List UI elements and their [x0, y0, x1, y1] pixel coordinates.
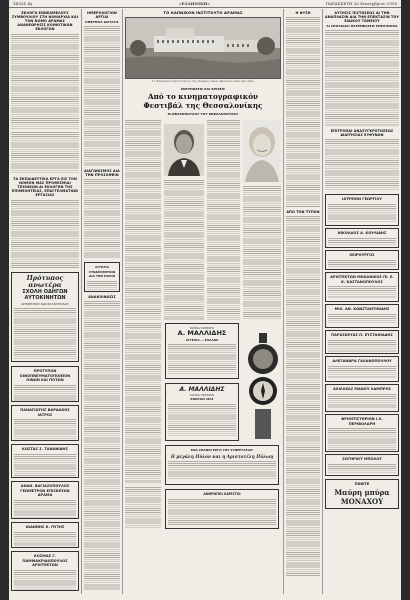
ad-title: ΕΝΑ ΣΠΑΝΙΟ ΕΡΓΟ ΤΗΣ ΣΥΝΕΡΓΑΣΙΑΣ	[190, 448, 254, 453]
mallidis-ad	[165, 323, 239, 379]
card-text	[328, 286, 396, 298]
card-title: ΦΡΟΝΤΙΣΤΗΡΙΟΝ Ι.Χ. ΠΕΡΙΒΟΛΑΡΗ	[341, 417, 383, 426]
ad-title: ΣΧΟΛΗ ΟΔΗΓΩΝ	[22, 289, 68, 295]
article-text	[207, 120, 240, 320]
headline: ΤΑ ΕΚΠΑΙΔΕΥΤΙΚΑ ΕΡΓΑ ΕΙΣ ΤΟΝ ΝΟΜΟΝ ΜΑΣ ΠΡΟΘΕΣΜΙΑΙ ΤΕΧΝΙΚΩΝ ΔΙ ΕΚΛΟΓΗΝ ΤΗΣ ΕΠΙΜΕΛΗΤΕΙΑΣ, ΕΠΑΓΓΕΛΜΑΤΙΩΝ ΕΡΓΑΣΙΑΣ	[12, 177, 78, 197]
business-card	[325, 228, 399, 248]
business-card	[11, 405, 79, 441]
photo-title: ΤΟ ΚΑΠΝΙΚΟΝ ΙΝΣΤΙΤΟΥΤΟ ΔΡΑΜΑΣ	[163, 10, 243, 15]
headline: ΗΜΕΡΟΛΟΓΙΟΝ ΑΡΓΙΑΙ	[87, 11, 117, 19]
ad-text	[168, 404, 236, 436]
card-title: ΠΡΟΤΥΠΟΝ ΟΙΝΟΠΝΕΥΜΑΤΟΠΟΙΕΙΟΝ ΟΙΝΩΝ ΚΑΙ ΠΟΤΩΝ	[19, 369, 71, 382]
ad-subtitle: ΣΟΦΙΑ ΓΚΕΣΣΙΝ	[189, 326, 215, 331]
article-text	[11, 200, 79, 268]
card-title: ΑΘΑΝ. ΒΑΓΙΑΣΟΠΟΥΛΟΣ ΓΕΩΜΕΤΡΟΝ ΕΠΙΣΚΕΥΩΝ ΔΡΑΜΑ	[20, 484, 70, 497]
article-text	[286, 17, 320, 207]
business-card	[325, 304, 399, 328]
card-title: ΜΙΧ. ΑΘ. ΚΩΝΣΤΑΝΤΙΝΙΔΗΣ	[334, 307, 390, 311]
issue-date: ΠΑΡΑΣΚΕΥΗ 26 Σεπτεμβρίου 1958	[325, 1, 397, 6]
page-header	[9, 0, 401, 8]
business-card	[325, 330, 399, 354]
center-lower	[125, 323, 281, 583]
card-title: ΧΕΙΡΟΥΡΓΟΣ	[349, 253, 375, 257]
article-text	[286, 216, 320, 576]
business-card	[11, 444, 79, 478]
column-rule	[283, 9, 284, 594]
card-text	[14, 454, 76, 476]
ad-subtitle: Η μεγάλη Πύλον και η Αριστοτέλη Πύλωη	[170, 453, 274, 459]
page-number: ΣΕΛΙΣ 4η	[13, 1, 33, 6]
headline: ΕΚΛΟΓΗ ΕΝΝΕΑΜΕΛΟΥΣ ΣΥΜΒΟΥΛΙΟΥ ΣΤΗ ΝΟΜΑΡΧΙΑ ΚΑΙ ΤΟΝ ΝΟΜΟ ΔΡΑΜΑΣ ΑΝΑΘΕΩΡΗΣΙΣ ΚΟΙΝΟΤΙΚΩΝ ΕΚΛΟΓΩΝ	[11, 11, 79, 31]
article-text	[125, 120, 161, 320]
card-title: ΣΩΤΗΡΙΟΥ ΜΠΟΛΟΤ	[342, 457, 382, 461]
card-text	[328, 428, 396, 452]
article-text	[84, 301, 120, 591]
feature-title: Φεστιβάλ της Θεσσαλονίκης	[143, 100, 263, 110]
article-text	[125, 323, 161, 483]
ad-line: ΕΝΟΡΙΑΣ ΜΑΣ	[190, 397, 214, 402]
card-title: ΑΧΙΛΛΕΑΣ ΜΑΝΟΥ ΛΑΜΠΡΟΣ	[333, 387, 391, 391]
ad-name: Α. ΜΑΛΛΙΔΗΣ	[179, 386, 225, 394]
newspaper-page	[9, 0, 401, 600]
card-text	[14, 532, 76, 546]
photo-caption: Το Καπνικόν Ινστιτούτον της Δράμας όπως φαίνεται από την οδόν	[151, 79, 255, 83]
mallidis-ad	[165, 383, 239, 441]
card-text	[328, 238, 396, 246]
byline: Μ-ΘΚΑΡΟΠΟΥΛΟΥ ΤΟΥ ΚΕΦΑΛΟΠΟΥΛΟΥ	[167, 112, 239, 117]
ad-main: Μαύρη μπύρα ΜΟΝΑΧΟΥ	[334, 488, 390, 506]
ad-text	[14, 308, 76, 360]
card-text	[328, 366, 396, 378]
ad-top: ΠΙΝΕΤΕ	[354, 482, 370, 486]
business-card	[325, 194, 399, 226]
business-card	[11, 522, 79, 548]
ad-text	[168, 499, 276, 525]
column-rule	[81, 9, 82, 594]
card-text	[328, 340, 396, 352]
card-title: ΑΡΧΙΤΕΚΤΩΝ ΜΗΧΑΝΙΚΟΣ ΠΙ. Ε. Κ. ΚΑΣΤΑΝΟΠΟΥΛΟΣ	[330, 275, 394, 284]
ad-subtitle: ΔΗΜΗΤΡΙΟΥ ΚΩΝΣΤΑΝΤΙΝΙΔΟΥ	[21, 302, 69, 306]
feature-title: Από το κινηματογραφικόν	[148, 92, 258, 102]
card-title: ΠΑΡΑΣΚΕΥΑΣ Π. ΕΥΣΤΑΘΙΑΔΗΣ	[331, 333, 393, 337]
card-text	[328, 464, 396, 474]
article-text	[84, 26, 120, 166]
center-columns	[125, 9, 281, 594]
column-2	[84, 9, 120, 594]
headline: ΑΝΑΚΟΙΝΩΣΙΣ	[88, 295, 116, 299]
festival-ad	[165, 445, 279, 485]
article-text	[325, 30, 399, 126]
notice-text	[87, 281, 117, 293]
ad-title: Πρότυπος ανωτέρα	[26, 274, 64, 289]
card-title: ΑΛΕΞΑΝΔΡΑ ΓΑΛΑΝΟΠΟΥΛΟΥ	[332, 359, 392, 363]
institute-photo	[125, 17, 281, 79]
card-text	[14, 385, 76, 403]
column-rule	[322, 9, 323, 594]
compass-image	[245, 331, 281, 443]
article-text	[325, 139, 399, 191]
business-card	[325, 250, 399, 270]
card-title: ΝΙΚΟΛΑΟΣ Α. ΚΟΥΛΙΔΗΣ	[337, 231, 387, 235]
card-text	[328, 314, 396, 324]
card-text	[328, 394, 396, 408]
business-card	[325, 384, 399, 412]
notice-title: ΑΓΓΕΛΙΑ ΣΥΝΔΡΟΜΗΤΩΝ ΔΙΑ ΤΗΝ ΠΟΛΙΝ	[88, 265, 116, 278]
ad-line: ΑΓΓΕΛΙΑ — ΕΛΛΑΔΑ	[185, 337, 219, 342]
card-text	[14, 570, 76, 592]
business-card	[11, 481, 79, 519]
headline: ΑΠΟ ΤΟΝ ΤΥΠΟΝ	[286, 210, 320, 214]
article-text	[11, 132, 79, 174]
column-1	[11, 9, 79, 594]
card-text	[328, 204, 396, 222]
kicker: ΕΝΤΥΠΩΣΕΙΣ ΚΑΙ ΚΡΙΣΕΙΣ	[180, 87, 226, 92]
card-title: ΚΩΣΤΑΣ Σ. ΤΑΝΑΝΙΔΗΣ	[22, 447, 68, 451]
headline: ΑΥΞΗΣΙΣ ΠΙΣΤΩΣΕΩΣ ΔΙ ΤΗΝ ΑΝΑΠΛΑΣΙΝ ΔΙΑ ΤΗΝ ΕΠΕΚΤΑΣΙΝ ΤΟΥ ΕΙΔΙΚΟΥ ΤΑΜΕΙΟΥ	[325, 11, 399, 23]
card-title: ΠΑΝΑΓΙΩΤΗΣ ΒΑΡΔΑΚΗΣ ΙΑΤΡΟΣ	[20, 408, 70, 417]
business-card	[325, 272, 399, 302]
card-title: ΙΑΤΡΕΙΟΝ ΓΕΩΡΓΙΟΥ	[341, 197, 383, 201]
card-title: ΚΟΣΜΑΣ Γ. ΠΑΜΜΑΚΡΙΔΟΠΟΥΛΟΣ ΑΡΧΙΤΕΚΤΩΝ	[22, 554, 68, 567]
ad-text	[168, 461, 276, 479]
masthead: «ΕΛΛΗΝΙΚΗ»	[179, 1, 210, 6]
business-card	[325, 454, 399, 476]
driving-school-ad	[11, 272, 79, 362]
ad-name: Α. ΜΑΛΛΙΔΗΣ	[177, 329, 227, 338]
column-4	[286, 9, 320, 594]
notice-box	[84, 262, 120, 292]
ad-title: ΑΝΘΡΩΠΟΙ ΧΑΡΙΣΤΟΙ	[203, 492, 241, 497]
article-text	[164, 180, 204, 320]
article-text	[243, 186, 281, 320]
portrait-woman	[243, 120, 281, 182]
services-ad	[165, 489, 279, 529]
business-card	[325, 414, 399, 452]
column-rule	[122, 9, 123, 594]
subheadline: ΗΜΕΡΗΣΙΑ ΔΙΑΤΑΞΙΣ	[85, 20, 119, 24]
article-text	[125, 487, 161, 529]
business-card	[11, 551, 79, 591]
card-text	[328, 260, 396, 268]
column-5	[325, 9, 399, 594]
card-text	[14, 419, 76, 441]
portrait-man	[164, 124, 204, 176]
headline: ΕΠΙΤΡΟΠΑΙ ΑΝΑΣΥΓΚΡΟΤΗΣΕΩΣ ΔΙΑΙΤΗΣΙΑΣ ΕΥΘΥΝΩΝ	[330, 129, 394, 137]
beer-ad	[325, 479, 399, 509]
card-text	[14, 500, 76, 520]
card-title: ΙΩΑΝΝΗΣ Κ. ΠΥΞΗΣ	[25, 525, 65, 529]
ad-subtitle: ΣΟΦΙΑ ΓΚΕΣΣΙΝ	[189, 393, 215, 398]
ad-title: ΑΥΤΟΚΙΝΗΤΩΝ	[24, 295, 66, 301]
subheadline: ΑΙ ΣΠΟΥΔΑΙΑΙ ΠΑΡΕΜΒΑΣΕΙΣ ΕΠΕΙΓΟΝΤΩΣ	[326, 24, 398, 28]
feature-article	[125, 120, 281, 320]
business-card	[11, 366, 79, 402]
business-card	[325, 356, 399, 382]
headline: Η ΦΥΣΗ	[295, 11, 311, 15]
article-text	[84, 179, 120, 259]
article-text	[11, 34, 79, 129]
ad-text	[168, 344, 236, 374]
headline: ΔΙΑΓΩΝΙΣΜΟΣ ΔΙΑ ΤΗΝ ΠΡΟΣΛΗΨΙΝ	[84, 169, 120, 177]
